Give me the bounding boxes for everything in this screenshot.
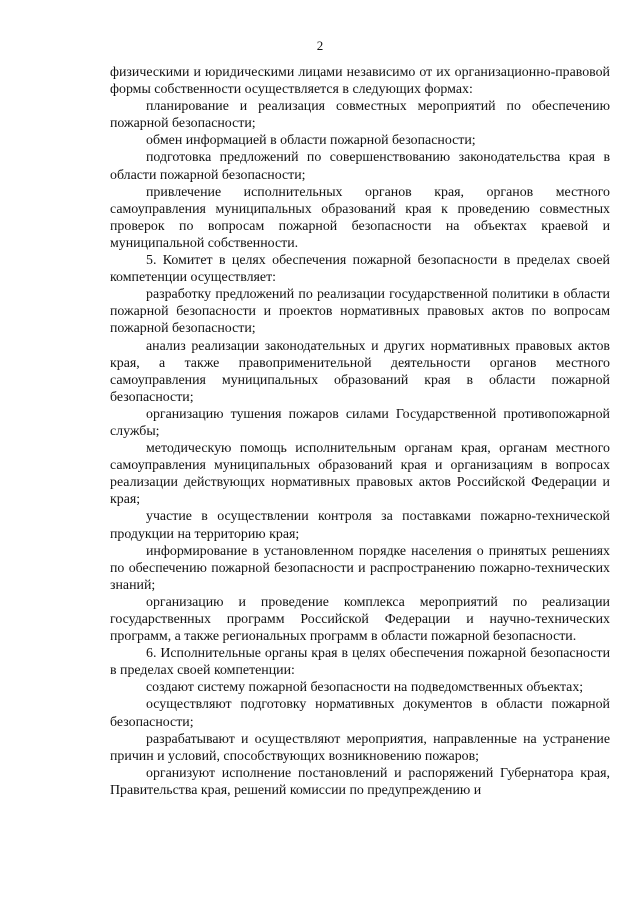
paragraph-program-implementation: организацию и проведение комплекса мероприятий по реализации государственных программ Российской Федерации и научно-технических программ, а также региональных программ в области пожарной безопасности. [110,594,610,645]
paragraph-policy-proposals: разработку предложений по реализации государственной политики в области пожарной безопасности и проектов нормативных правовых актов по вопросам пожарной безопасности; [110,287,610,337]
paragraph-joint-measures: планирование и реализация совместных мероприятий по обеспечению пожарной безопасности; [110,99,610,132]
paragraph-safety-system: создают систему пожарной безопасности на подведомственных объектах; [146,680,584,696]
paragraph-section-6-heading: 6. Исполнительные органы края в целях обеспечения пожарной безопасности в пределах своей компетенции: [110,646,610,679]
paragraph-legislation-analysis: анализ реализации законодательных и других нормативных правовых актов края, а также правоприменительной деятельности органов местного самоуправления муниципальных образований края в области пожарной безопасности; [110,338,610,405]
paragraph-firefighting-organization: организацию тушения пожаров силами Государственной противопожарной службы; [110,406,610,439]
paragraph-normative-documents: осуществляют подготовку нормативных документов в области пожарной безопасности; [110,697,610,730]
paragraph-legislation-proposals: подготовка предложений по совершенствованию законодательства края в области пожарной безопасности; [110,150,610,183]
page-number: 2 [316,38,324,53]
document-body [110,64,610,799]
paragraph-methodical-assistance: методическую помощь исполнительным органам края, органам местного самоуправления муниципальных образований края и организациям в вопросах реализации действующих нормативных правовых актов Российской Федерации и края; [110,441,610,508]
paragraph-continuation: физическими и юридическими лицами независимо от их организационно-правовой формы собственности осуществляется в следующих формах: [110,65,610,98]
paragraph-section-5-heading: 5. Комитет в целях обеспечения пожарной безопасности в пределах своей компетенции осуществляет: [110,253,610,286]
paragraph-supply-control: участие в осуществлении контроля за поставками пожарно-технической продукции на территорию края; [110,509,610,542]
paragraph-joint-inspections: привлечение исполнительных органов края, органов местного самоуправления муниципальных образований края к проведению совместных проверок по вопросам пожарной безопасности на объектах краевой и муниципальной собственности. [110,184,610,251]
paragraph-decisions-execution: организуют исполнение постановлений и распоряжений Губернатора края, Правительства края, решений комиссии по предупреждению и [110,765,610,798]
paragraph-public-informing: информирование в установленном порядке населения о принятых решениях по обеспечению пожарной безопасности и распространению пожарно-технических знаний; [110,543,610,593]
paragraph-fire-prevention-measures: разрабатывают и осуществляют мероприятия, направленные на устранение причин и условий, способствующих возникновению пожаров; [110,731,610,764]
paragraph-information-exchange: обмен информацией в области пожарной безопасности; [146,133,476,149]
